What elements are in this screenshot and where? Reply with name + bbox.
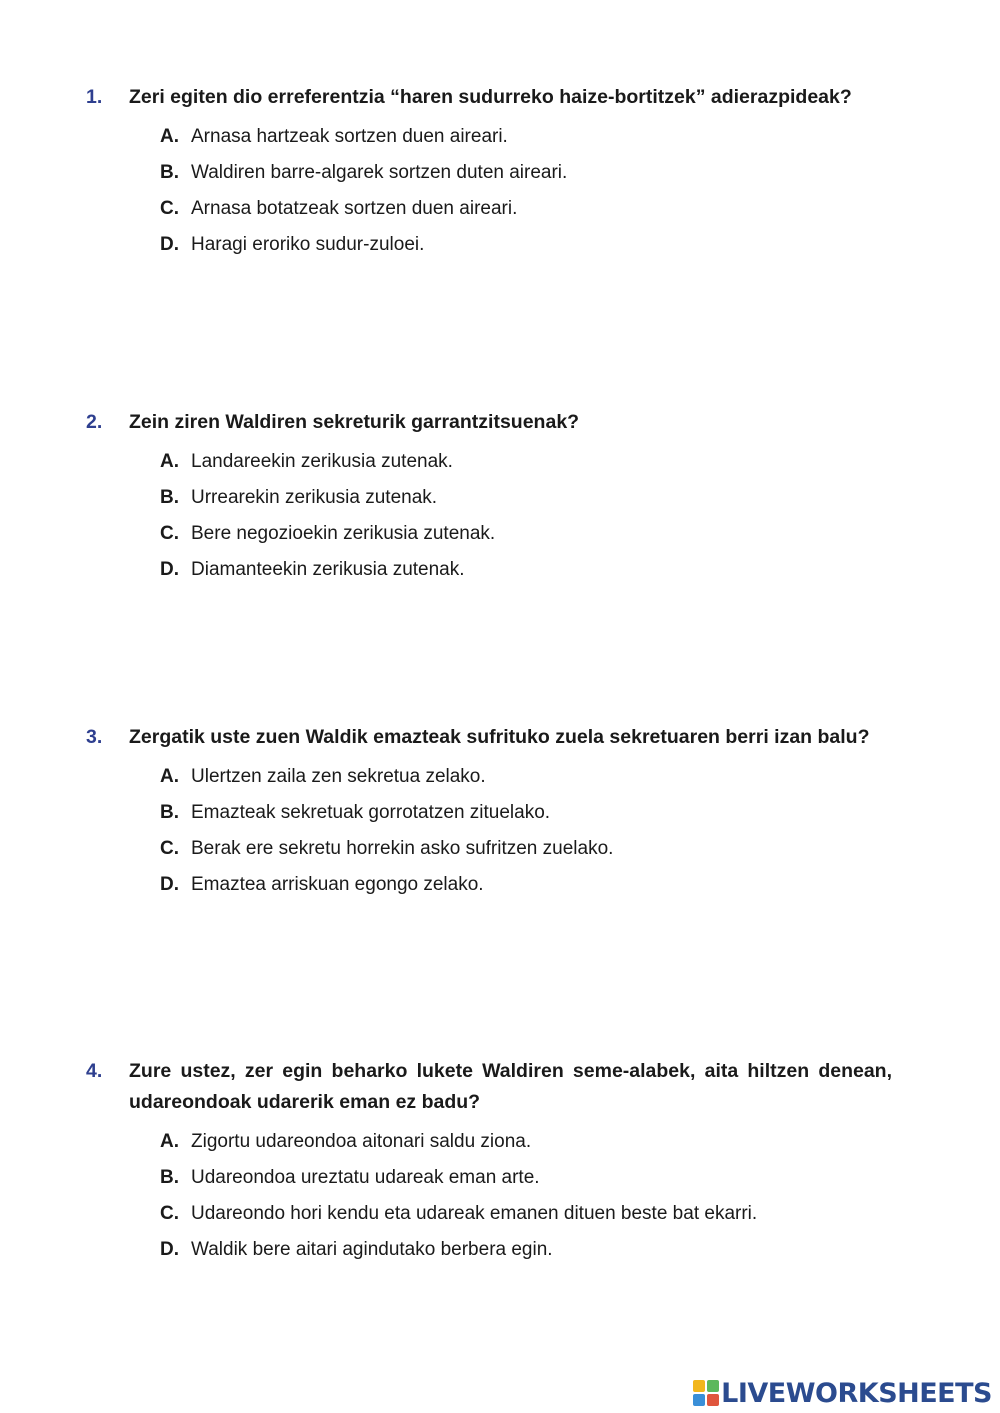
- liveworksheets-logo-icon: [693, 1380, 719, 1406]
- answer-option-c[interactable]: [86, 197, 892, 221]
- option-letter: B.: [160, 487, 179, 508]
- question-2-prompt: [86, 407, 892, 438]
- question-text: Zergatik uste zuen Waldik emazteak sufrituko zuela sekretuaren berri izan balu?: [129, 726, 870, 748]
- option-text: Zigortu udareondoa aitonari saldu ziona.: [191, 1131, 532, 1152]
- brand-name: LIVEWORKSHEETS: [721, 1377, 992, 1409]
- option-text: Bere negozioekin zerikusia zutenak.: [191, 523, 496, 544]
- question-4-prompt: [86, 1056, 892, 1118]
- answer-option-d[interactable]: [86, 233, 892, 257]
- question-number: 4.: [86, 1060, 103, 1082]
- answer-option-b[interactable]: [86, 486, 892, 510]
- answer-option-c[interactable]: [86, 837, 892, 861]
- option-letter: D.: [160, 234, 179, 255]
- question-1-prompt: [86, 82, 892, 113]
- option-letter: A.: [160, 126, 179, 147]
- answer-option-b[interactable]: [86, 801, 892, 825]
- question-number: 3.: [86, 726, 103, 748]
- option-text: Waldik bere aitari agindutako berbera egin.: [191, 1239, 553, 1260]
- option-text: Arnasa hartzeak sortzen duen aireari.: [191, 126, 508, 147]
- option-text: Landareekin zerikusia zutenak.: [191, 451, 453, 472]
- option-text: Diamanteekin zerikusia zutenak.: [191, 559, 465, 580]
- question-4: [86, 1056, 892, 1262]
- option-letter: D.: [160, 559, 179, 580]
- option-text: Haragi eroriko sudur-zuloei.: [191, 234, 425, 255]
- option-letter: B.: [160, 802, 179, 823]
- question-2: [86, 407, 892, 582]
- question-text: Zure ustez, zer egin beharko lukete Waldiren seme-alabek, aita hiltzen denean, udareondoak udarerik eman ez badu?: [129, 1060, 892, 1113]
- question-text: Zeri egiten dio erreferentzia “haren sudurreko haize-bortitzek” adierazpideak?: [129, 86, 852, 108]
- option-letter: A.: [160, 766, 179, 787]
- option-text: Arnasa botatzeak sortzen duen aireari.: [191, 198, 518, 219]
- question-text: Zein ziren Waldiren sekreturik garrantzitsuenak?: [129, 411, 580, 433]
- option-text: Udareondo hori kendu eta udareak emanen dituen beste bat ekarri.: [191, 1203, 758, 1224]
- answer-option-c[interactable]: [86, 522, 892, 546]
- option-letter: C.: [160, 1203, 179, 1224]
- answer-options: [86, 1130, 892, 1262]
- option-letter: A.: [160, 1131, 179, 1152]
- answer-option-c[interactable]: [86, 1202, 892, 1226]
- option-text: Emaztea arriskuan egongo zelako.: [191, 874, 484, 895]
- answer-option-a[interactable]: [86, 1130, 892, 1154]
- question-3: [86, 722, 892, 897]
- answer-option-a[interactable]: [86, 765, 892, 789]
- option-letter: D.: [160, 874, 179, 895]
- answer-options: [86, 765, 892, 897]
- option-text: Ulertzen zaila zen sekretua zelako.: [191, 766, 486, 787]
- answer-options: [86, 450, 892, 582]
- option-letter: C.: [160, 838, 179, 859]
- answer-option-a[interactable]: [86, 125, 892, 149]
- option-letter: D.: [160, 1239, 179, 1260]
- liveworksheets-branding[interactable]: [693, 1379, 992, 1407]
- question-3-prompt: [86, 722, 892, 753]
- option-text: Emazteak sekretuak gorrotatzen zituelako.: [191, 802, 551, 823]
- option-letter: B.: [160, 162, 179, 183]
- option-letter: A.: [160, 451, 179, 472]
- option-text: Waldiren barre-algarek sortzen duten aireari.: [191, 162, 568, 183]
- answer-option-b[interactable]: [86, 161, 892, 185]
- option-letter: B.: [160, 1167, 179, 1188]
- answer-option-d[interactable]: [86, 1238, 892, 1262]
- answer-option-a[interactable]: [86, 450, 892, 474]
- option-text: Urrearekin zerikusia zutenak.: [191, 487, 438, 508]
- option-text: Berak ere sekretu horrekin asko sufritzen zuelako.: [191, 838, 614, 859]
- question-1: [86, 82, 892, 257]
- option-letter: C.: [160, 523, 179, 544]
- option-letter: C.: [160, 198, 179, 219]
- answer-option-d[interactable]: [86, 873, 892, 897]
- answer-option-d[interactable]: [86, 558, 892, 582]
- question-number: 2.: [86, 411, 103, 433]
- question-number: 1.: [86, 86, 103, 108]
- option-text: Udareondoa ureztatu udareak eman arte.: [191, 1167, 540, 1188]
- answer-options: [86, 125, 892, 257]
- answer-option-b[interactable]: [86, 1166, 892, 1190]
